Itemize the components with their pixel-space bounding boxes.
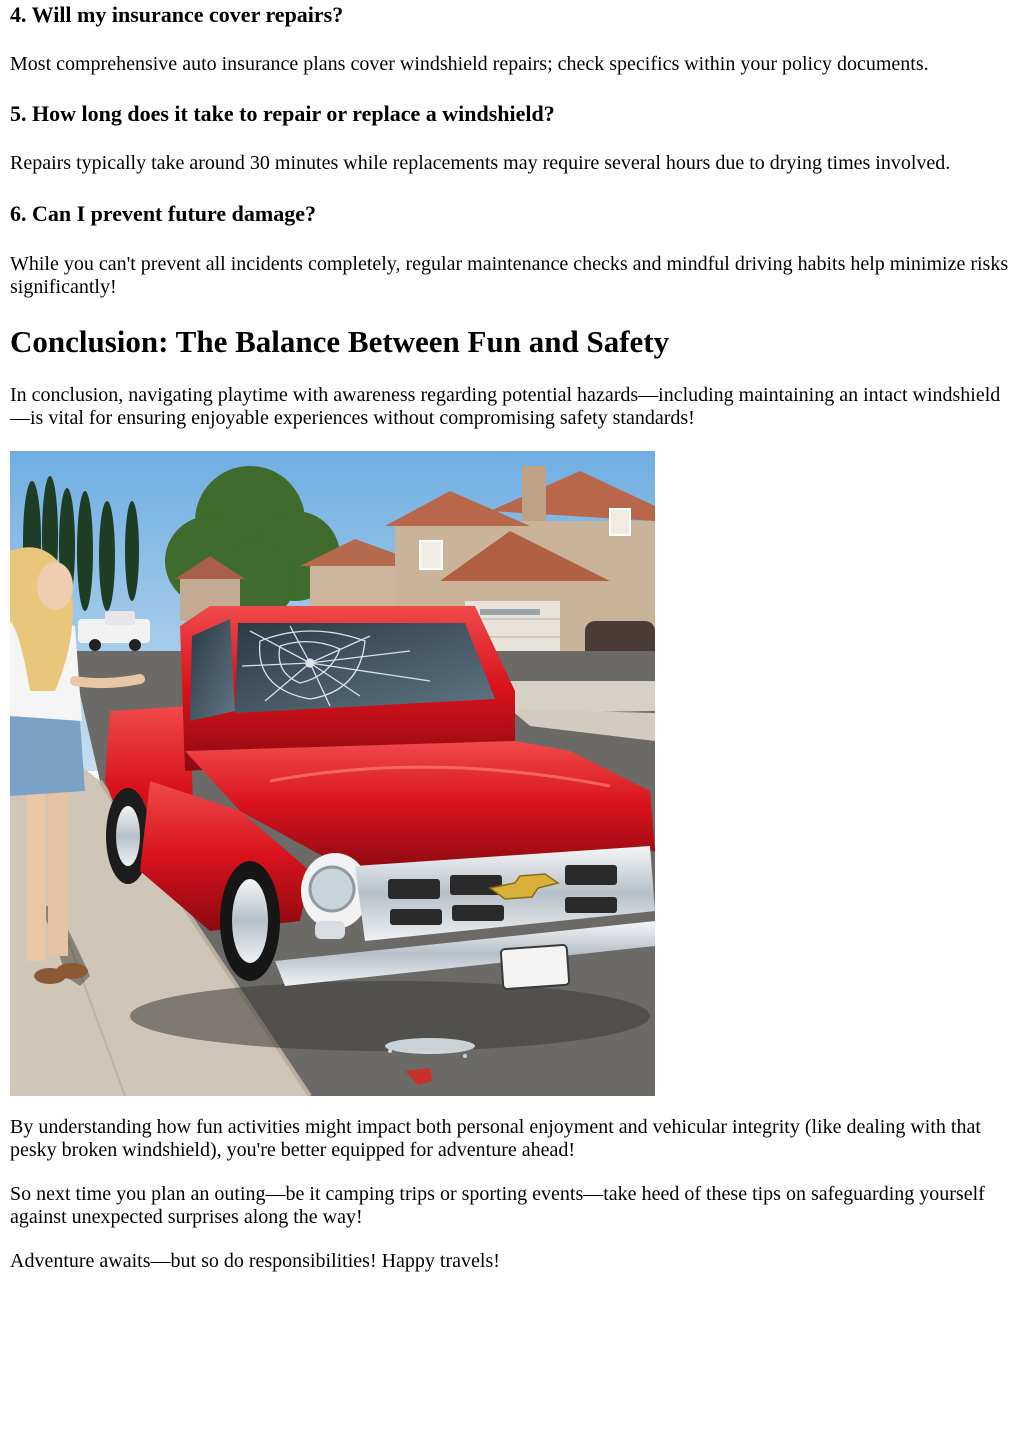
closing-paragraph-3: Adventure awaits—but so do responsibilities! Happy travels! [10,1250,500,1272]
closing-paragraph-1: By understanding how fun activities might impact both personal enjoyment and vehicular integrity (like dealing with that pesky broken windshield), you're better equipped for adventure ahead! [10,1116,981,1161]
faq-answer-5: Repairs typically take around 30 minutes while replacements may require several hours due to drying times involved. [10,152,951,174]
faq-answer-6: While you can't prevent all incidents completely, regular maintenance checks and mindful driving habits help minimize risks significantly! [10,253,1009,298]
faq-answer-4: Most comprehensive auto insurance plans cover windshield repairs; check specifics within your policy documents. [10,53,929,75]
side-window [190,619,235,721]
truck-broken-windshield-image [10,451,655,1096]
denim-shorts [10,711,85,796]
faq-question-4: 4. Will my insurance cover repairs? [10,2,344,27]
closing-paragraph-2: So next time you plan an outing—be it camping trips or sporting events—take heed of these tips on safeguarding yourself against unexpected surprises along the way! [10,1183,985,1228]
faq-question-6: 6. Can I prevent future damage? [10,201,316,226]
conclusion-intro: In conclusion, navigating playtime with awareness regarding potential hazards—including maintaining an intact windshield—is vital for ensuring enjoyable experiences without compromising safety standards! [10,384,1001,429]
license-plate [501,945,570,990]
faq-question-5: 5. How long does it take to repair or replace a windshield? [10,101,555,126]
conclusion-heading: Conclusion: The Balance Between Fun and Safety [10,324,670,359]
